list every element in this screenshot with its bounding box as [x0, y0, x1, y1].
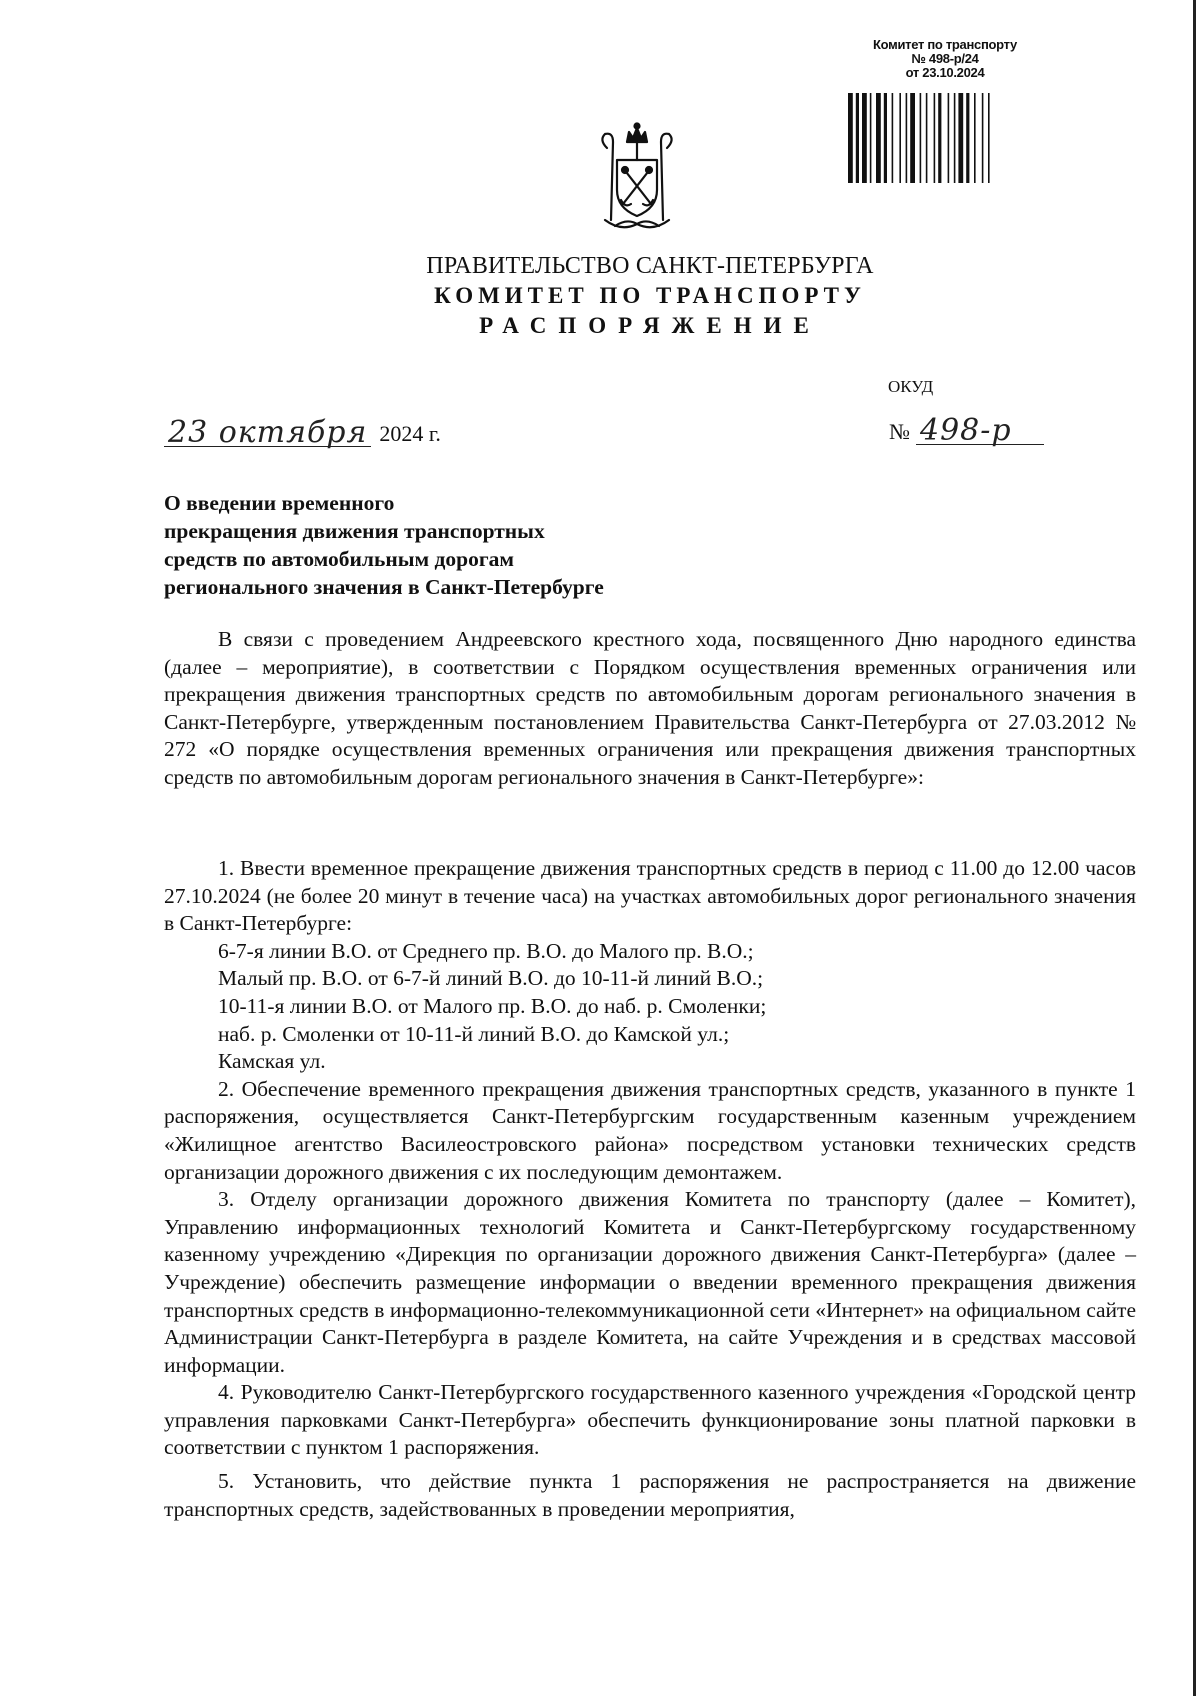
barcode-bar — [958, 93, 963, 183]
registration-stamp — [845, 38, 1045, 80]
barcode-bar — [988, 93, 990, 183]
road-section: Малый пр. В.О. от 6-7-й линий В.О. до 10-11-й линий В.О.; — [218, 966, 764, 991]
barcode — [848, 93, 1053, 183]
item-5: 5. Установить, что действие пункта 1 распоряжения не распространяется на движение транспортных средств, задействованных в проведении мероприятия, — [164, 1469, 1136, 1521]
barcode-bar — [948, 93, 950, 183]
item-1: 1. Ввести временное прекращение движения транспортных средств в период с 11.00 до 12.00 часов 27.10.2024 (не более 20 минут в течение часа) на участках автомобильных дорог регионального значения в Санкт-Петербурге: — [164, 856, 1136, 936]
number-sign: № — [889, 419, 910, 444]
barcode-bar — [899, 93, 901, 183]
barcode-bar — [934, 93, 936, 183]
document-type-title: РАСПОРЯЖЕНИЕ — [479, 313, 821, 338]
barcode-bar — [910, 93, 915, 183]
barcode-bar — [926, 93, 928, 183]
barcode-bar — [848, 93, 853, 183]
barcode-bar — [906, 93, 908, 183]
document-subject — [164, 489, 604, 601]
road-section: 10-11-я линии В.О. от Малого пр. В.О. до наб. р. Смоленки; — [218, 993, 767, 1018]
document-date — [164, 415, 441, 450]
subject-line: прекращения движения транспортных — [164, 519, 545, 543]
item-4: 4. Руководителю Санкт-Петербургского государственного казенного учреждения «Городской центр управления парковками Санкт-Петербурга» обеспечить функционирование зоны платной парковки в соответствии с пунктом 1 распоряжения. — [164, 1380, 1136, 1460]
barcode-bar — [974, 93, 976, 183]
item-2: 2. Обеспечение временного прекращения движения транспортных средств, указанного в пункте 1 распоряжения, осуществляется Санкт-Петербургским государственным казенным учреждением «Жилищное агентство Василеостровского района» посредством установки технических средств организации дорожного движения с их последующим демонтажем. — [164, 1076, 1136, 1184]
stamp-line-3: от 23.10.2024 — [905, 65, 985, 80]
order-items — [164, 855, 1136, 1523]
preamble — [164, 626, 1136, 792]
barcode-bar — [982, 93, 984, 183]
subject-line: регионального значения в Санкт-Петербурге — [164, 575, 604, 599]
subject-line: О введении временного — [164, 491, 395, 515]
handwritten-date: 23 октября — [164, 420, 371, 447]
barcode-bar — [884, 93, 887, 183]
item-3: 3. Отделу организации дорожного движения Комитета по транспорту (далее – Комитет), Управлению информационных технологий Комитета и Санкт-Петербургскому государственному казенному учреждению «Дирекция по организации дорожного движения Санкт-Петербурга» (далее – Учреждение) обеспечить размещение информации о введении временного прекращения движения транспортных средств в информационно-телекоммуникационной сети «Интернет» на официальном сайте Администрации Санкт-Петербурга в разделе Комитета, на сайте Учреждения и в средствах массовой информации. — [164, 1187, 1136, 1377]
barcode-bar — [938, 93, 941, 183]
barcode-bar — [856, 93, 859, 183]
subject-line: средств по автомобильным дорогам — [164, 547, 515, 571]
barcode-bar — [862, 93, 867, 183]
committee-title: КОМИТЕТ ПО ТРАНСПОРТУ — [434, 283, 866, 308]
preamble-paragraph: В связи с проведением Андреевского крестного хода, посвященного Дню народного единства (далее – мероприятие), в соответствии с Порядком осуществления временных ограничения или прекращения движения транспортных средств по автомобильным дорогам регионального значения в Санкт-Петербурге, утвержденным постановлением Правительства Санкт-Петербурга от 27.03.2012 № 272 «О порядке осуществления временных ограничения или прекращения движения транспортных средств по автомобильным дорогам регионального значения в Санкт-Петербурге»: — [164, 627, 1136, 789]
handwritten-number: 498-р — [916, 418, 1044, 445]
date-year: 2024 г. — [379, 421, 441, 446]
government-title: ПРАВИТЕЛЬСТВО САНКТ-ПЕТЕРБУРГА — [426, 253, 874, 279]
okud-label: ОКУД — [888, 377, 934, 396]
barcode-bar — [892, 93, 894, 183]
coat-of-arms-icon — [585, 120, 690, 235]
barcode-bar — [876, 93, 881, 183]
road-section: наб. р. Смоленки от 10-11-й линий В.О. до Камской ул.; — [218, 1021, 730, 1046]
barcode-bar — [870, 93, 872, 183]
stamp-line-2: № 498-р/24 — [911, 51, 979, 66]
barcode-bar — [920, 93, 922, 183]
document-number — [889, 413, 1044, 448]
road-section: 6-7-я линии В.О. от Среднего пр. В.О. до Малого пр. В.О.; — [218, 938, 754, 963]
road-section: Камская ул. — [218, 1049, 326, 1074]
barcode-bar — [966, 93, 969, 183]
stamp-line-1: Комитет по транспорту — [873, 37, 1017, 52]
barcode-bar — [954, 93, 956, 183]
